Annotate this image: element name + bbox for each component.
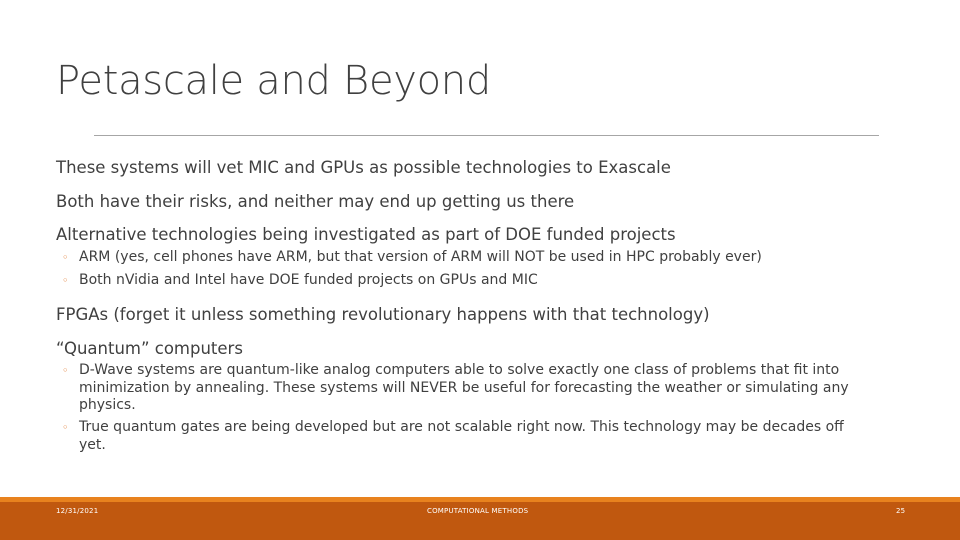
sub-bullet-item <box>62 249 862 267</box>
title-divider <box>94 135 879 136</box>
sub-bullet-marker-icon: ◦ <box>62 421 69 434</box>
footer-date: 12/31/2021 <box>56 507 99 515</box>
bullet-item: “Quantum” computers <box>56 339 243 358</box>
footer-bar <box>0 497 960 540</box>
sub-bullet-item <box>62 419 862 454</box>
bullet-item: Both have their risks, and neither may end up getting us there <box>56 192 575 211</box>
footer-accent-strip <box>0 497 960 502</box>
sub-bullet-text: D-Wave systems are quantum-like analog computers able to solve exactly one class of problems that fit into minimization by annealing. These systems will NEVER be useful for forecasting the weather or simulating any physics. <box>79 362 849 413</box>
slide-title: Petascale and Beyond <box>56 58 491 104</box>
bullet-item: Alternative technologies being investigated as part of DOE funded projects <box>56 225 676 244</box>
sub-bullet-marker-icon: ◦ <box>62 251 69 264</box>
sub-bullet-item <box>62 362 862 415</box>
sub-bullet-text: ARM (yes, cell phones have ARM, but that version of ARM will NOT be used in HPC probably ever) <box>79 249 762 265</box>
sub-bullet-text: Both nVidia and Intel have DOE funded projects on GPUs and MIC <box>79 272 538 288</box>
footer-title: COMPUTATIONAL METHODS <box>427 507 529 515</box>
sub-bullet-marker-icon: ◦ <box>62 364 69 377</box>
sub-bullet-item <box>62 272 862 290</box>
sub-bullet-marker-icon: ◦ <box>62 274 69 287</box>
bullet-item: These systems will vet MIC and GPUs as possible technologies to Exascale <box>56 158 671 177</box>
slide-number: 25 <box>896 507 906 515</box>
sub-bullet-text: True quantum gates are being developed but are not scalable right now. This technology may be decades off yet. <box>79 419 844 453</box>
bullet-item: FPGAs (forget it unless something revolutionary happens with that technology) <box>56 305 710 324</box>
